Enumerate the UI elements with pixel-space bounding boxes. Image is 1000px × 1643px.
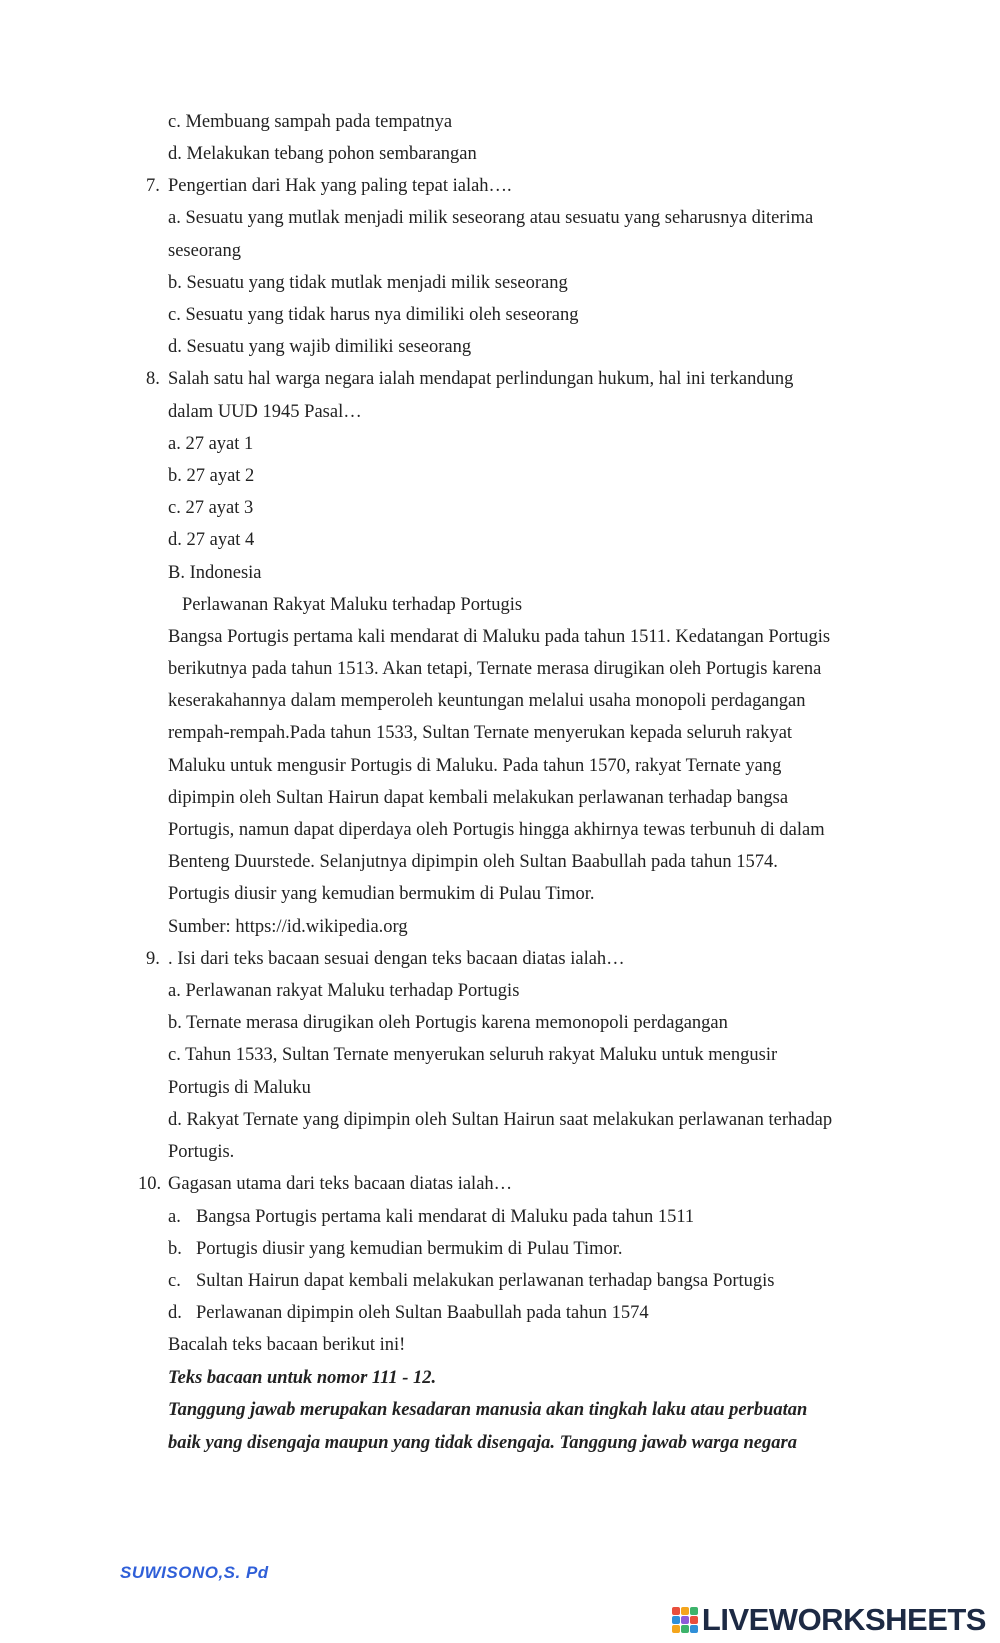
option-line: Perlawanan dipimpin oleh Sultan Baabullah pada tahun 1574 — [196, 1303, 649, 1323]
question-text: Gagasan utama dari teks bacaan diatas ialah… — [168, 1174, 513, 1194]
option-line: Portugis di Maluku — [168, 1078, 311, 1098]
logo-square — [672, 1616, 680, 1624]
option-line: d. 27 ayat 4 — [168, 530, 255, 550]
instruction-line: Bacalah teks bacaan berikut ini! — [168, 1335, 406, 1355]
logo-square — [672, 1625, 680, 1633]
brand-text: LIVEWORKSHEETS — [701, 1602, 986, 1637]
question-number: 10. — [138, 1174, 162, 1194]
section-heading: B. Indonesia — [168, 563, 262, 583]
option-line: Bangsa Portugis pertama kali mendarat di Maluku pada tahun 1511 — [196, 1207, 695, 1227]
option-line: a. Sesuatu yang mutlak menjadi milik seseorang atau sesuatu yang seharusnya diterima — [168, 208, 814, 228]
option-letter: c. — [168, 1271, 181, 1291]
passage-line: Benteng Duurstede. Selanjutnya dipimpin oleh Sultan Baabullah pada tahun 1574. — [168, 852, 778, 872]
logo-square — [690, 1616, 698, 1624]
option-line: d. Melakukan tebang pohon sembarangan — [168, 144, 477, 164]
logo-square — [681, 1625, 689, 1633]
option-letter: a. — [168, 1207, 181, 1227]
passage-line: berikutnya pada tahun 1513. Akan tetapi, Ternate merasa dirugikan oleh Portugis karena — [168, 659, 822, 679]
option-line: c. Membuang sampah pada tempatnya — [168, 112, 453, 132]
option-line: Portugis. — [168, 1142, 235, 1162]
passage-line: Portugis diusir yang kemudian bermukim di Pulau Timor. — [168, 884, 595, 904]
question-text: Pengertian dari Hak yang paling tepat ialah…. — [168, 176, 512, 196]
option-line: a. 27 ayat 1 — [168, 434, 254, 454]
passage-line: rempah-rempah.Pada tahun 1533, Sultan Ternate menyerukan kepada seluruh rakyat — [168, 723, 793, 743]
logo-square — [690, 1625, 698, 1633]
option-line: a. Perlawanan rakyat Maluku terhadap Portugis — [168, 981, 520, 1001]
logo-square — [681, 1616, 689, 1624]
option-line: Sultan Hairun dapat kembali melakukan perlawanan terhadap bangsa Portugis — [196, 1271, 775, 1291]
question-number: 7. — [146, 176, 160, 196]
option-letter: d. — [168, 1303, 182, 1323]
question-text: . Isi dari teks bacaan sesuai dengan teks bacaan diatas ialah… — [168, 949, 625, 969]
passage-line: keserakahannya dalam memperoleh keuntungan melalui usaha monopoli perdagangan — [168, 691, 806, 711]
passage-heading: Teks bacaan untuk nomor 111 - 12. — [168, 1368, 437, 1388]
question-number: 9. — [146, 949, 160, 969]
option-line: b. Ternate merasa dirugikan oleh Portugis karena memonopoli perdagangan — [168, 1013, 728, 1033]
option-line: seseorang — [168, 241, 241, 261]
option-line: d. Rakyat Ternate yang dipimpin oleh Sultan Hairun saat melakukan perlawanan terhadap — [168, 1110, 833, 1130]
passage-line: dipimpin oleh Sultan Hairun dapat kembali melakukan perlawanan terhadap bangsa — [168, 788, 789, 808]
passage-line: Portugis, namun dapat diperdaya oleh Portugis hingga akhirnya tewas terbunuh di dalam — [168, 820, 825, 840]
option-letter: b. — [168, 1239, 182, 1259]
question-number: 8. — [146, 369, 160, 389]
passage-line: baik yang disengaja maupun yang tidak disengaja. Tanggung jawab warga negara — [168, 1433, 797, 1453]
question-text: Salah satu hal warga negara ialah mendapat perlindungan hukum, hal ini terkandung — [168, 369, 794, 389]
question-text: dalam UUD 1945 Pasal… — [168, 402, 362, 422]
liveworksheets-brand[interactable] — [672, 1602, 986, 1638]
passage-line: Bangsa Portugis pertama kali mendarat di Maluku pada tahun 1511. Kedatangan Portugis — [168, 627, 831, 647]
author-signature: SUWISONO,S. Pd — [120, 1563, 269, 1582]
option-line: d. Sesuatu yang wajib dimiliki seseorang — [168, 337, 472, 357]
passage-line: Tanggung jawab merupakan kesadaran manusia akan tingkah laku atau perbuatan — [168, 1400, 808, 1420]
passage-title: Perlawanan Rakyat Maluku terhadap Portugis — [182, 595, 523, 615]
liveworksheets-logo-icon — [672, 1607, 698, 1633]
option-line: c. 27 ayat 3 — [168, 498, 254, 518]
option-line: Portugis diusir yang kemudian bermukim di Pulau Timor. — [196, 1239, 623, 1259]
option-line: c. Sesuatu yang tidak harus nya dimiliki oleh seseorang — [168, 305, 579, 325]
logo-square — [672, 1607, 680, 1615]
option-line: c. Tahun 1533, Sultan Ternate menyerukan seluruh rakyat Maluku untuk mengusir — [168, 1045, 778, 1065]
logo-square — [690, 1607, 698, 1615]
source-line: Sumber: https://id.wikipedia.org — [168, 917, 408, 937]
option-line: b. Sesuatu yang tidak mutlak menjadi milik seseorang — [168, 273, 568, 293]
passage-line: Maluku untuk mengusir Portugis di Maluku. Pada tahun 1570, rakyat Ternate yang — [168, 756, 782, 776]
option-line: b. 27 ayat 2 — [168, 466, 255, 486]
logo-square — [681, 1607, 689, 1615]
